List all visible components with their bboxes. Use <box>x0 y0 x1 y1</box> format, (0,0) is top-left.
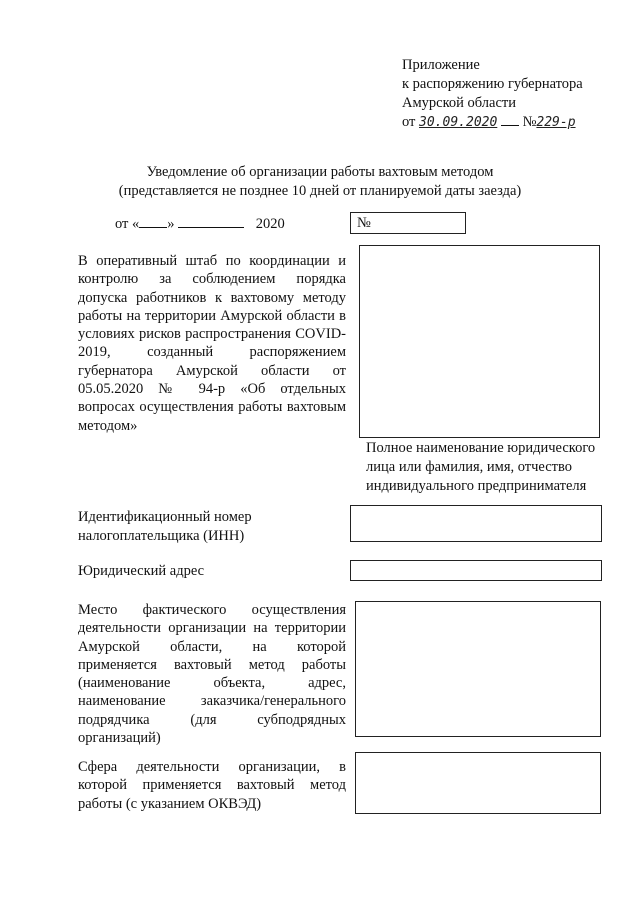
appendix-number-prefix: № <box>522 114 537 130</box>
notification-date-line <box>115 214 285 233</box>
date-prefix: от « <box>115 216 140 232</box>
appendix-line-3: Амурской области <box>402 95 516 111</box>
activity-text: Сфера деятельности организации, в которой применяется вахтовый метод работы (с указанием ОКВЭД) <box>78 759 346 812</box>
appendix-date-prefix: от <box>402 114 416 130</box>
month-blank[interactable] <box>178 214 244 228</box>
appendix-date-value: 30.09.2020 <box>419 115 498 130</box>
inn-label: Идентификационный номер налогоплательщика (ИНН) <box>78 509 252 544</box>
date-mid: » <box>167 216 175 232</box>
number-box-label: № <box>357 215 371 231</box>
organization-name-caption: Полное наименование юридического лица или фамилия, имя, отчество индивидуального предпринимателя <box>366 440 596 494</box>
year-text: 2020 <box>255 216 285 232</box>
appendix-date-underline <box>501 113 519 126</box>
location-text: Место фактического осуществления деятельности организации на территории Амурской области, на которой применяется вахтовый метод работы (наименование объекта, адрес, наименование заказчика/генерального подрядчика (для субподрядных организаций) <box>78 602 346 747</box>
document-title <box>0 163 640 201</box>
appendix-number-value: 229-р <box>536 115 576 130</box>
day-blank[interactable] <box>139 214 167 228</box>
activity-field[interactable] <box>355 752 601 814</box>
title-line-2: (представляется не позднее 10 дней от планируемой даты заезда) <box>118 183 522 199</box>
legal-address-field[interactable] <box>350 560 602 581</box>
legal-address-label: Юридический адрес <box>78 563 205 579</box>
appendix-line-2: к распоряжению губернатора <box>402 76 583 92</box>
appendix-date-line <box>402 113 583 132</box>
location-field[interactable] <box>355 601 601 737</box>
organization-name-field[interactable] <box>359 245 600 438</box>
title-line-1: Уведомление об организации работы вахтовым методом <box>146 164 494 180</box>
inn-field[interactable] <box>350 505 602 542</box>
appendix-header <box>402 56 583 132</box>
appendix-line-1: Приложение <box>402 57 480 73</box>
headquarters-text: В оперативный штаб по координации и контролю за соблюдением порядка допуска работников к вахтовому методу работы на территории Амурской области в условиях рисков распространения COVID-2019, созданный распоряжением губернатора Амурской области от 05.05.2020 № 94-р «Об отдельных вопросах осуществления работы вахтовым методом» <box>78 253 346 434</box>
notification-number-box[interactable] <box>350 212 466 234</box>
